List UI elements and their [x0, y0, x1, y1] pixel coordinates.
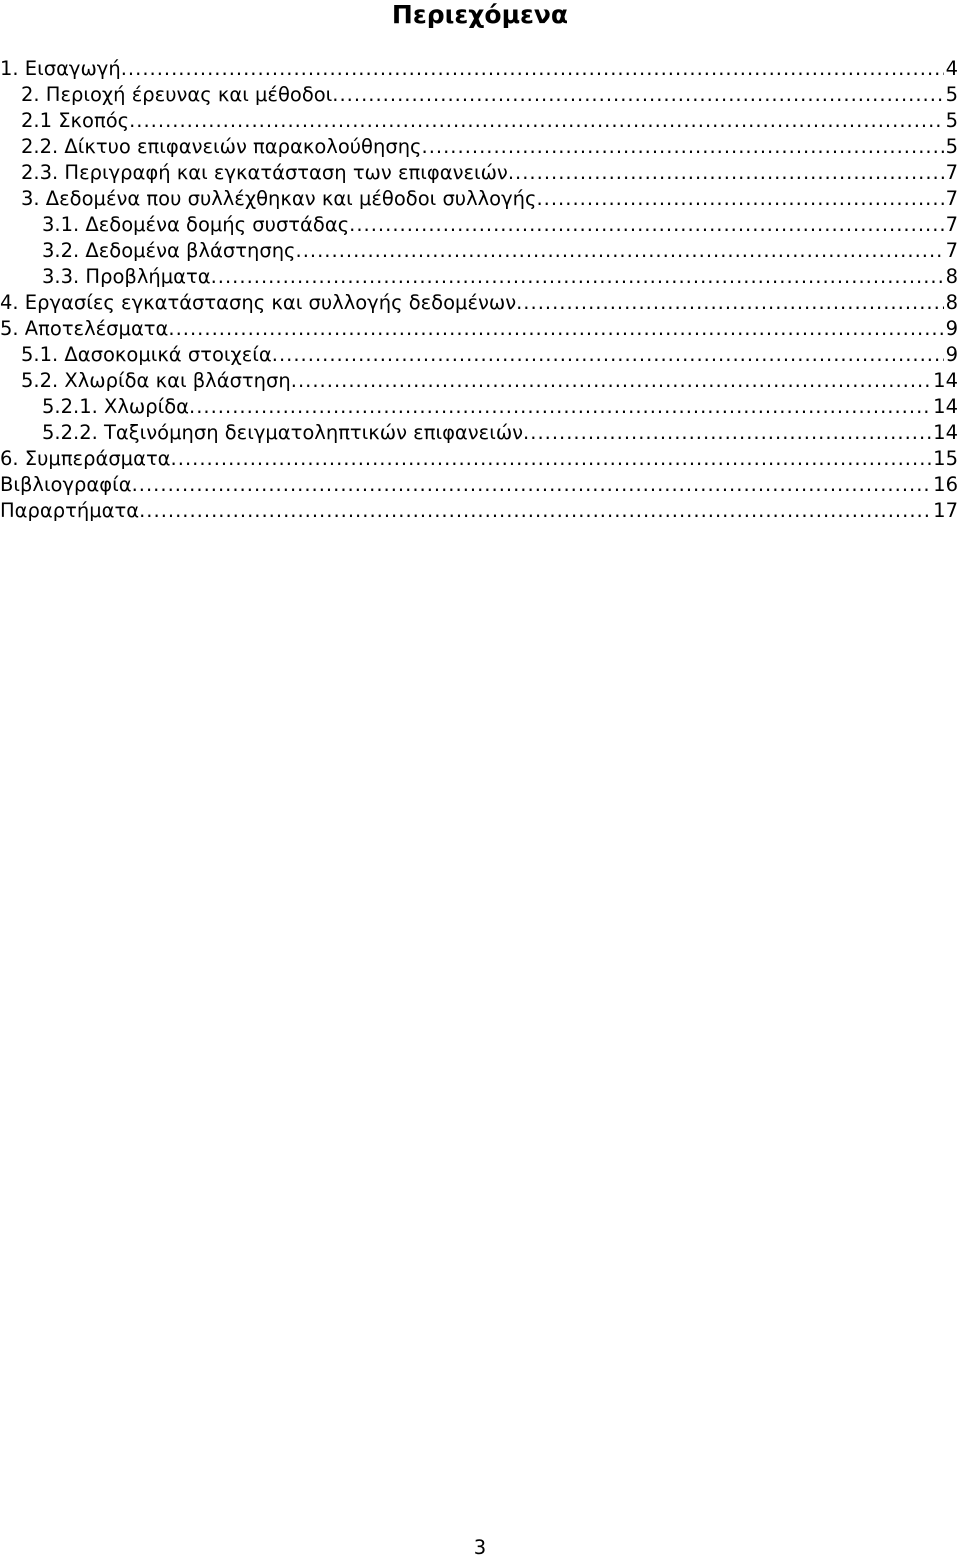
- toc-entry-page: 14: [933, 369, 958, 392]
- toc-entry-page: 9: [945, 317, 958, 340]
- dot-leader: [121, 56, 944, 82]
- dot-leader: [536, 186, 943, 212]
- toc-entry-label: Βιβλιογραφία: [0, 473, 132, 496]
- dot-leader: [332, 82, 943, 108]
- toc-entry[interactable]: [0, 186, 960, 212]
- toc-entry-label: 5.2. Χλωρίδα και βλάστηση: [21, 369, 291, 392]
- toc-entry-page: 17: [933, 499, 958, 522]
- toc-entry-page: 7: [945, 239, 958, 262]
- table-of-contents: [0, 56, 960, 524]
- toc-entry[interactable]: [0, 472, 960, 498]
- toc-entry-page: 4: [945, 57, 958, 80]
- toc-entry[interactable]: [0, 238, 960, 264]
- toc-entry-page: 8: [945, 291, 958, 314]
- toc-entry-label: 5.1. Δασοκομικά στοιχεία: [21, 343, 272, 366]
- toc-entry[interactable]: [0, 160, 960, 186]
- dot-leader: [523, 420, 931, 446]
- page-number: 3: [473, 1536, 487, 1559]
- toc-entry[interactable]: [0, 108, 960, 134]
- toc-title: Περιεχόμενα: [391, 0, 569, 29]
- dot-leader: [168, 316, 943, 342]
- dot-leader: [189, 394, 931, 420]
- toc-entry-page: 7: [945, 161, 958, 184]
- toc-entry-label: 3.1. Δεδομένα δομής συστάδας: [42, 213, 350, 236]
- dot-leader: [296, 238, 944, 264]
- dot-leader: [291, 368, 931, 394]
- toc-entry-page: 7: [945, 213, 958, 236]
- toc-entry-page: 5: [945, 135, 958, 158]
- toc-entry[interactable]: [0, 134, 960, 160]
- dot-leader: [132, 472, 932, 498]
- toc-entry-label: 2.3. Περιγραφή και εγκατάσταση των επιφανειών: [21, 161, 508, 184]
- toc-entry[interactable]: [0, 446, 960, 472]
- toc-entry[interactable]: [0, 212, 960, 238]
- toc-entry[interactable]: [0, 264, 960, 290]
- toc-entry[interactable]: [0, 290, 960, 316]
- toc-entry-label: 5.2.2. Ταξινόμηση δειγματοληπτικών επιφανειών: [42, 421, 524, 444]
- toc-entry-label: 5. Αποτελέσματα: [0, 317, 169, 340]
- toc-entry[interactable]: [0, 82, 960, 108]
- dot-leader: [349, 212, 943, 238]
- toc-entry-label: 6. Συμπεράσματα: [0, 447, 171, 470]
- toc-entry-label: Παραρτήματα: [0, 499, 140, 522]
- toc-entry-page: 8: [945, 265, 958, 288]
- toc-entry-label: 3. Δεδομένα που συλλέχθηκαν και μέθοδοι συλλογής: [21, 187, 537, 210]
- dot-leader: [171, 446, 932, 472]
- toc-entry[interactable]: [0, 342, 960, 368]
- toc-entry[interactable]: [0, 56, 960, 82]
- toc-entry-label: 3.3. Προβλήματα: [42, 265, 211, 288]
- toc-entry[interactable]: [0, 498, 960, 524]
- toc-entry-page: 5: [945, 109, 958, 132]
- toc-entry-page: 16: [933, 473, 958, 496]
- toc-entry-label: 3.2. Δεδομένα βλάστησης: [42, 239, 296, 262]
- toc-entry-page: 14: [933, 395, 958, 418]
- dot-leader: [272, 342, 944, 368]
- toc-entry-label: 2. Περιοχή έρευνας και μέθοδοι: [21, 83, 333, 106]
- toc-entry-page: 14: [933, 421, 958, 444]
- toc-entry[interactable]: [0, 316, 960, 342]
- toc-entry[interactable]: [0, 368, 960, 394]
- toc-entry-label: 2.1 Σκοπός: [21, 109, 130, 132]
- dot-leader: [129, 108, 944, 134]
- toc-entry-page: 15: [933, 447, 958, 470]
- toc-entry-page: 5: [945, 83, 958, 106]
- toc-entry-label: 4. Εργασίες εγκατάστασης και συλλογής δεδομένων: [0, 291, 517, 314]
- dot-leader: [139, 498, 931, 524]
- toc-entry[interactable]: [0, 420, 960, 446]
- dot-leader: [516, 290, 943, 316]
- toc-entry-label: 2.2. Δίκτυο επιφανειών παρακολούθησης: [21, 135, 422, 158]
- toc-entry-page: 9: [945, 343, 958, 366]
- dot-leader: [211, 264, 944, 290]
- toc-entry-label: 5.2.1. Χλωρίδα: [42, 395, 190, 418]
- toc-entry-page: 7: [945, 187, 958, 210]
- dot-leader: [422, 134, 944, 160]
- dot-leader: [508, 160, 944, 186]
- toc-entry-label: 1. Εισαγωγή: [0, 57, 121, 80]
- toc-entry[interactable]: [0, 394, 960, 420]
